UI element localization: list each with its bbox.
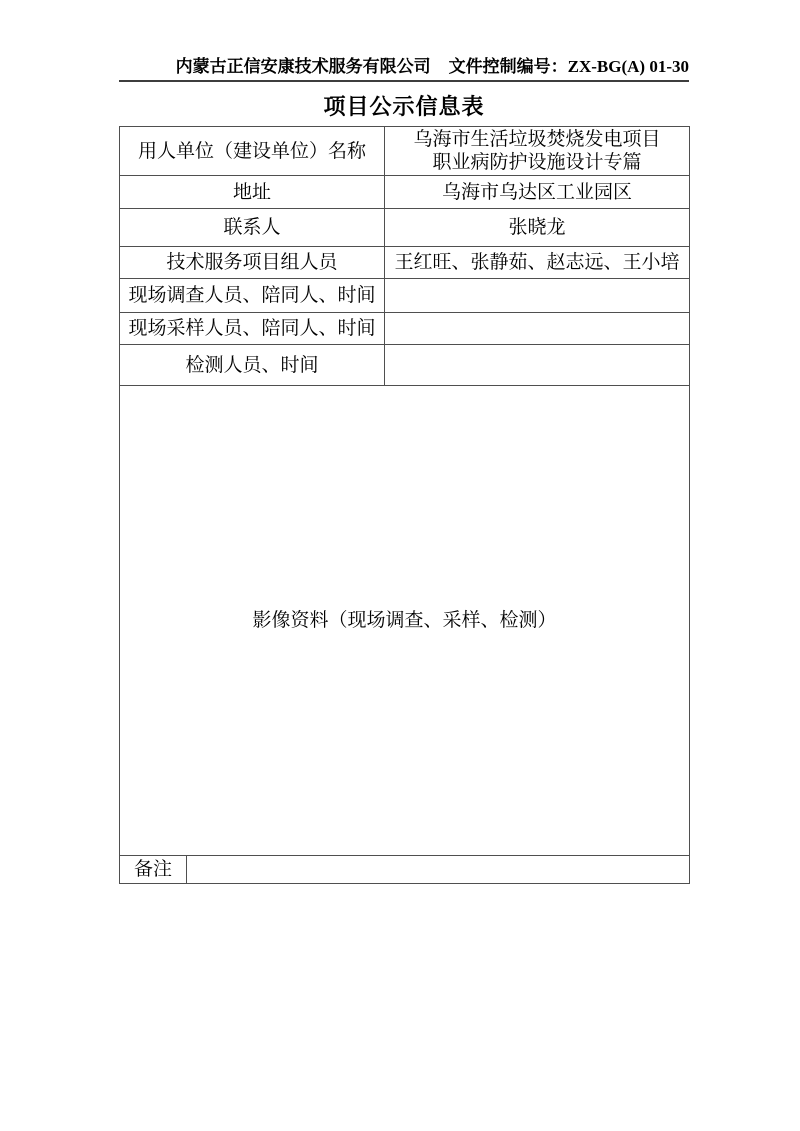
media-area bbox=[120, 386, 690, 856]
project-info-table bbox=[119, 126, 690, 884]
row-label-inspection: 检测人员、时间 bbox=[120, 345, 385, 386]
project-name-line-2: 职业病防护设施设计专篇 bbox=[432, 152, 642, 173]
row-value-site-sampling bbox=[385, 313, 690, 345]
document-header bbox=[119, 57, 689, 82]
row-label-service-team: 技术服务项目组人员 bbox=[120, 247, 385, 279]
table-row-inspection bbox=[120, 345, 690, 386]
row-label-site-sampling: 现场采样人员、陪同人、时间 bbox=[120, 313, 385, 345]
row-label-contact: 联系人 bbox=[120, 209, 385, 247]
table-row-site-survey bbox=[120, 279, 690, 313]
company-name: 内蒙古正信安康技术服务有限公司 bbox=[175, 57, 431, 76]
row-value-service-team: 王红旺、张静茹、赵志远、王小培 bbox=[385, 247, 690, 279]
row-value-address: 乌海市乌达区工业园区 bbox=[385, 176, 690, 209]
page-title: 项目公示信息表 bbox=[323, 94, 485, 119]
table-row-service-team bbox=[120, 247, 690, 279]
row-value-inspection bbox=[385, 345, 690, 386]
row-value-contact: 张晓龙 bbox=[385, 209, 690, 247]
project-name-line-1: 乌海市生活垃圾焚烧发电项目 bbox=[413, 129, 661, 150]
media-section-caption: 影像资料（现场调查、采样、检测） bbox=[252, 610, 557, 631]
table-row-contact bbox=[120, 209, 690, 247]
table-row-site-sampling bbox=[120, 313, 690, 345]
table-row-address bbox=[120, 176, 690, 209]
row-label-site-survey: 现场调查人员、陪同人、时间 bbox=[120, 279, 385, 313]
table-row-employer-name bbox=[120, 127, 690, 176]
row-label-address: 地址 bbox=[120, 176, 385, 209]
remark-value-cell bbox=[187, 856, 690, 884]
row-value-site-survey bbox=[385, 279, 690, 313]
table-row-media bbox=[120, 386, 690, 856]
doc-control-number: 文件控制编号：ZX-BG(A) 01-30 bbox=[448, 57, 689, 76]
row-label-employer-name: 用人单位（建设单位）名称 bbox=[120, 127, 385, 176]
page-content bbox=[119, 57, 689, 884]
row-value-employer-name bbox=[385, 127, 690, 176]
remark-label-cell: 备注 bbox=[120, 856, 187, 884]
table-row-remark bbox=[120, 856, 690, 884]
